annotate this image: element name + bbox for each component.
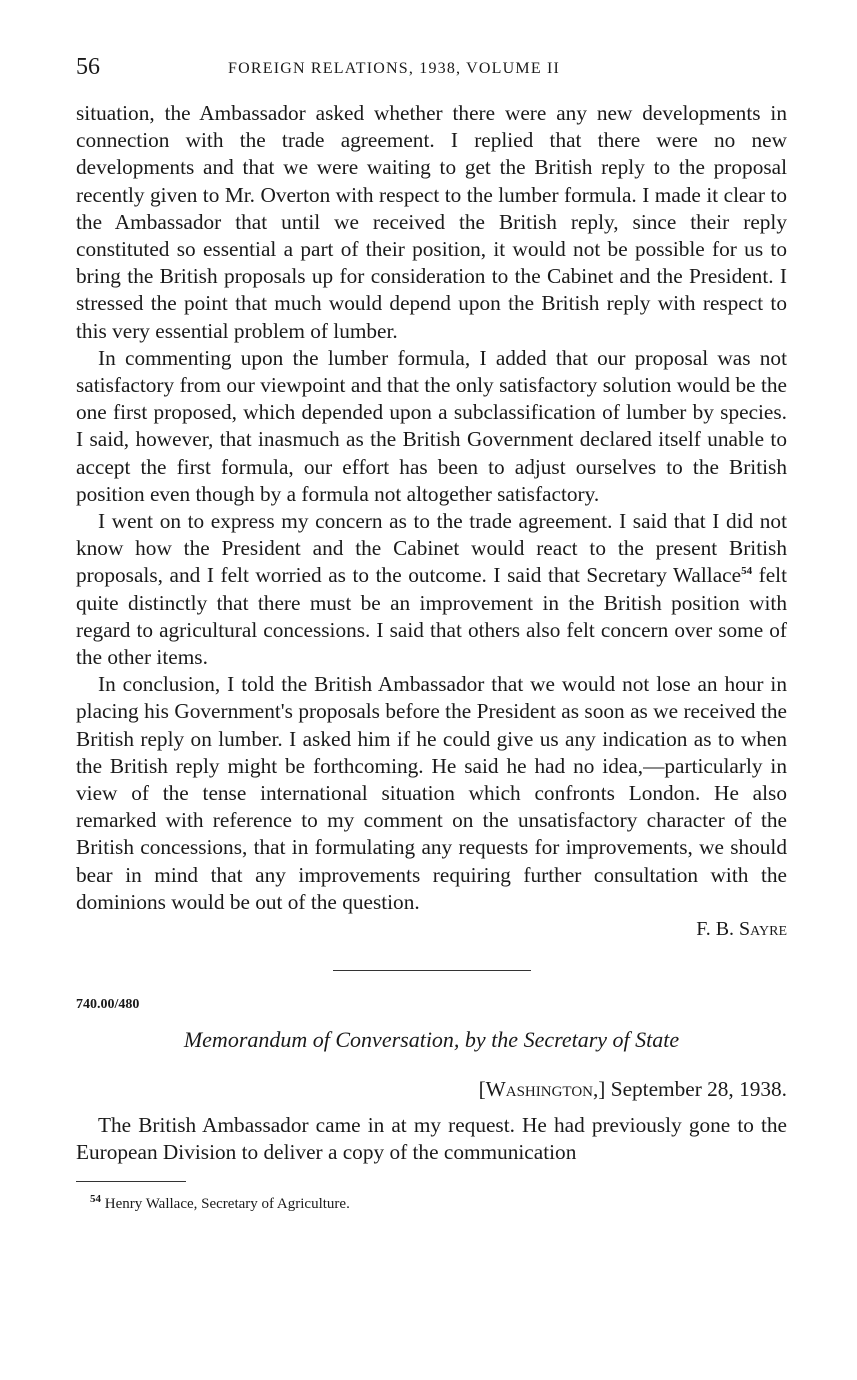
running-head-title: FOREIGN RELATIONS, 1938, VOLUME II <box>228 60 561 77</box>
footnote-text: Henry Wallace, Secretary of Agriculture. <box>101 1195 350 1212</box>
document-page <box>76 54 787 1213</box>
dateline-date: September 28, 1938. <box>605 1077 787 1102</box>
body-paragraph-3-text-b: felt quite distinctly that there must be an improvement in the British position with regard to agricultural concessions. I said that others also felt concern over some of the other items. <box>76 563 788 670</box>
footnote-reference[interactable]: 54 <box>741 565 753 578</box>
page-number: 56 <box>76 54 100 80</box>
dateline <box>76 1077 787 1102</box>
memo-title: Memorandum of Conversation, by the Secretary of State <box>183 1027 680 1053</box>
signature: F. B. Sayre <box>696 918 787 941</box>
footnote <box>76 1192 787 1213</box>
footnote-number: 54 <box>90 1192 101 1205</box>
body-paragraph-3 <box>76 508 787 671</box>
footnote-divider <box>76 1181 186 1182</box>
body-paragraph-1: situation, the Ambassador asked whether there were any new developments in connection with the trade agreement. I replied that there were no new developments and that we were waiting to get the British reply to the proposal recently given to Mr. Overton with respect to the lumber formula. I made it clear to the Ambassador that until we received the British reply, since their reply constituted so essential a part of their position, it would not be possible for us to bring the British proposals up for consideration to the Cabinet and the President. I stressed the point that much would depend upon the British reply with respect to this very essential problem of lumber. <box>76 101 787 343</box>
document-file-number: 740.00/480 <box>76 997 140 1013</box>
body-paragraph-4: In conclusion, I told the British Ambassador that we would not lose an hour in placing his Government's proposals before the President as soon as we received the British reply on lumber. I asked him if he could give us any indication as to when the British reply might be forthcoming. He said he had no idea,—particularly in view of the tense international situation which confronts London. He also remarked with reference to my comment on the unsatisfactory character of the British concessions, that in formulating any requests for improvements, we should bear in mind that any improvements requiring further consultation with the dominions would be out of the question. <box>76 672 787 914</box>
section-divider <box>333 970 531 971</box>
dateline-place: [Washington,] <box>478 1077 606 1102</box>
memo-paragraph: The British Ambassador came in at my request. He had previously gone to the European Division to deliver a copy of the communication <box>76 1113 787 1165</box>
body-paragraph-3-text-a: I went on to express my concern as to the trade agreement. I said that I did not know how the President and the Cabinet would react to the present British proposals, and I felt worried as to the outcome. I said that Secretary Wallace <box>76 509 787 588</box>
running-head <box>76 54 787 86</box>
body-paragraph-2: In commenting upon the lumber formula, I added that our proposal was not satisfactory from our viewpoint and that the only satisfactory solution would be the one first proposed, which depended upon a subclassification of lumber by species. I said, however, that inasmuch as the British Government declared itself unable to accept the first formula, our effort has been to adjust ourselves to the British position even though by a formula not altogether satisfactory. <box>76 345 787 506</box>
